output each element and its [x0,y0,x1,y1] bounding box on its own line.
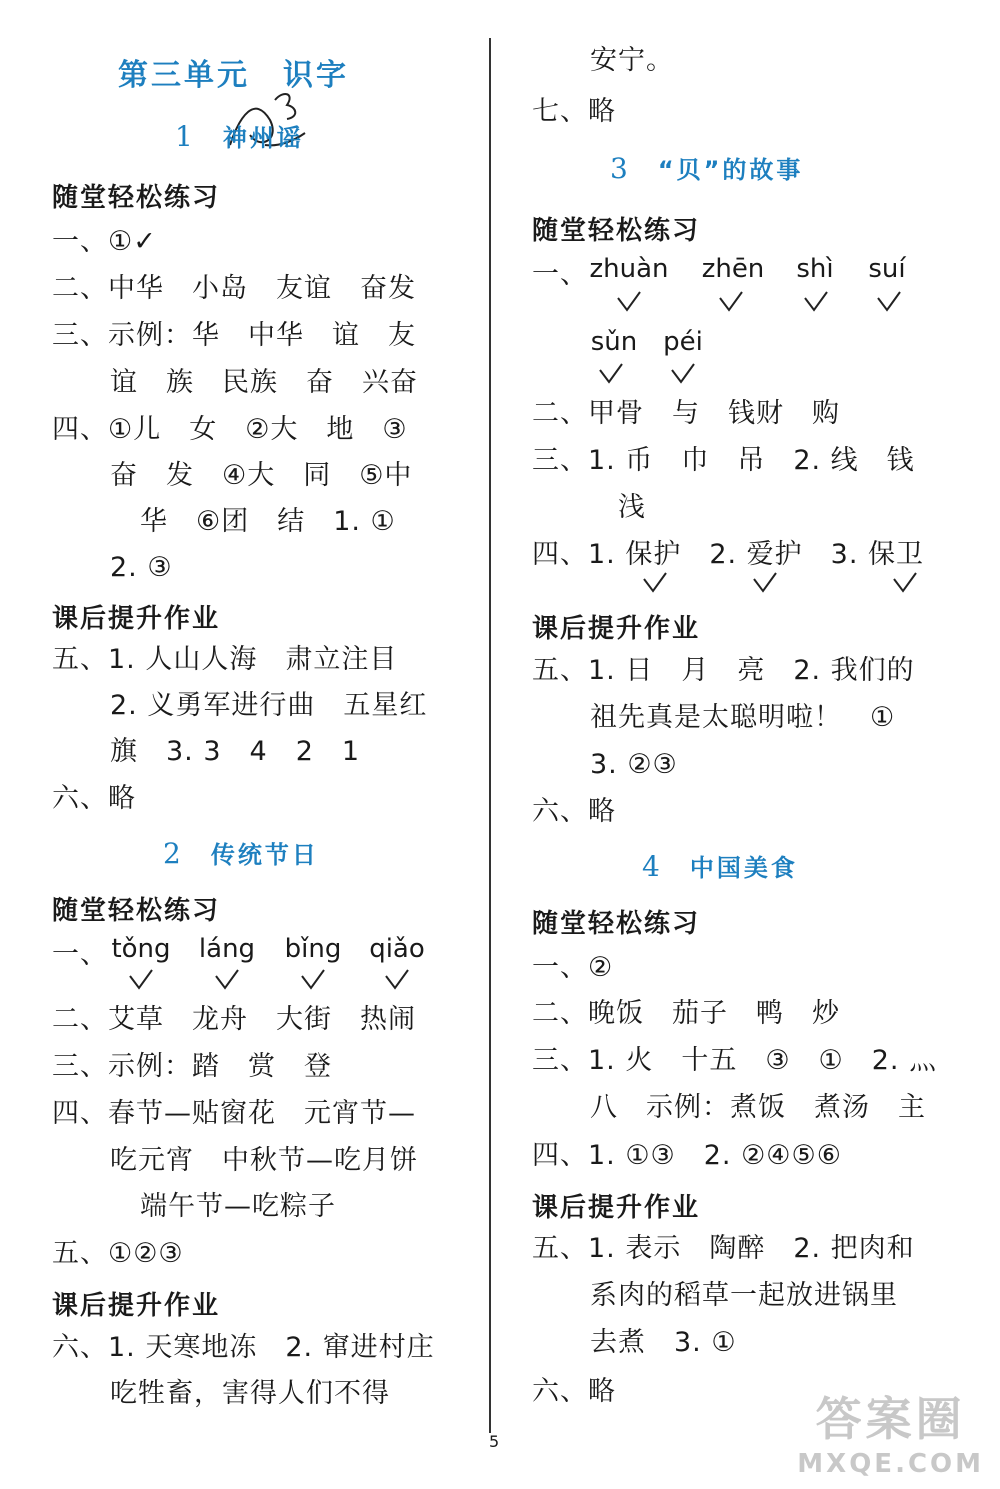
watermark-url: MXQE.COM [797,1449,984,1479]
pinyin: sǔn [590,327,638,357]
checkmark-icon [752,571,778,593]
checkmark-icon [876,290,902,312]
pinyin: bǐng [284,934,342,964]
answer-line: 端午节—吃粽子 [140,1191,336,1222]
answer-line: 六、1. 天寒地冻 2. 窜进村庄 [52,1332,435,1363]
checkmark-icon [214,968,240,990]
pinyin: qiǎo [369,934,425,964]
answer-line: 去煮 3. ① [590,1327,737,1358]
answer-line: 六、略 [532,796,616,827]
watermark-logo: 答案圈 [815,1392,966,1446]
answer-line: 系肉的稻草一起放进锅里 [590,1280,898,1311]
answer-line: 三、示例：踏 赏 登 [52,1051,332,1082]
answer-line: 一、 [52,939,108,970]
answer-line: 一、 [532,259,588,290]
lesson-3-number: 3 [610,152,628,185]
checkmark-icon [616,290,642,312]
pinyin: zhēn [701,254,765,284]
checkmark-icon [384,968,410,990]
answer-line: 二、晚饭 茄子 鸭 炒 [532,998,840,1029]
checkmark-icon [598,362,624,384]
answer-line: 谊 族 民族 奋 兴奋 [110,367,418,398]
answer-line: 六、略 [532,1376,616,1407]
page-number: 5 [489,1432,500,1451]
pinyin: zhuàn [589,254,669,284]
answer-line: 五、1. 人山人海 肃立注目 [52,644,398,675]
answer-line: 五、1. 表示 陶醉 2. 把肉和 [532,1233,915,1264]
section-homework-4: 课后提升作业 [532,1193,701,1223]
answer-line: 二、甲骨 与 钱财 购 [532,398,840,429]
section-homework-3: 课后提升作业 [532,614,701,644]
answer-line: 四、1. 保护 2. 爱护 3. 保卫 [532,539,925,570]
pinyin: shì [796,254,834,284]
answer-line: 一、② [532,952,614,983]
answer-line: 二、中华 小岛 友谊 奋发 [52,273,416,304]
lesson-3-heading [610,150,803,185]
section-practice-2: 随堂轻松练习 [52,896,221,926]
answer-line: 浅 [618,492,646,523]
answer-line: 三、1. 币 巾 吊 2. 线 钱 [532,445,915,476]
unit-title: 第三单元 识字 [118,58,349,93]
answer-line: 六、略 [52,783,136,814]
answer-line: 2. 义勇军进行曲 五星红 [110,690,428,721]
answer-line: 五、①②③ [52,1238,184,1269]
lesson-4-title: 中国美食 [689,854,798,882]
answer-line: 四、①儿 女 ②大 地 ③ [52,414,408,445]
checkmark-icon [892,571,918,593]
answer-line: 五、1. 日 月 亮 2. 我们的 [532,655,915,686]
answer-line: 奋 发 ④大 同 ⑤中 [110,460,413,491]
section-homework-1: 课后提升作业 [52,604,221,634]
lesson-1-title: 神州谣 [222,124,304,152]
checkmark-icon [803,290,829,312]
answer-line: 华 ⑥团 结 1. ① [140,506,396,537]
checkmark-icon [128,968,154,990]
column-divider [489,38,491,1433]
lesson-2-title: 传统节日 [210,841,319,869]
section-practice-4: 随堂轻松练习 [532,909,701,939]
answer-line: 八 示例：煮饭 煮汤 主 [590,1092,926,1123]
answer-line: 吃元宵 中秋节—吃月饼 [110,1145,418,1176]
pinyin: tǒng [111,934,171,964]
answer-line: 安宁。 [590,45,674,76]
lesson-2-heading [163,835,319,870]
answer-line: 三、示例：华 中华 谊 友 [52,320,416,351]
pinyin: láng [198,934,256,964]
answer-line: 旗 3. 3 4 2 1 [110,736,361,767]
lesson-3-title: “贝”的故事 [657,156,804,184]
lesson-4-number: 4 [642,850,660,883]
section-homework-2: 课后提升作业 [52,1291,221,1321]
pinyin: suí [868,254,906,284]
answer-line: 二、艾草 龙舟 大街 热闹 [52,1004,416,1035]
checkmark-icon [300,968,326,990]
answer-line: 七、略 [532,96,616,127]
answer-line: 2. ③ [110,552,173,583]
lesson-4-heading [642,848,798,883]
lesson-2-number: 2 [163,837,181,870]
lesson-1-heading [175,118,304,153]
answer-line: 一、①✓ [52,226,157,257]
checkmark-icon [718,290,744,312]
lesson-1-number: 1 [175,120,193,153]
checkmark-icon [642,571,668,593]
answer-line: 吃牲畜，害得人们不得 [110,1378,390,1409]
watermark [797,1383,984,1479]
answer-line: 四、春节—贴窗花 元宵节— [52,1098,416,1129]
section-practice-1: 随堂轻松练习 [52,183,221,213]
answer-line: 三、1. 火 十五 ③ ① 2. 灬 [532,1045,938,1076]
pinyin: péi [663,327,703,357]
answer-line: 3. ②③ [590,749,678,780]
answer-line: 祖先真是太聪明啦！ ① [590,702,896,733]
section-practice-3: 随堂轻松练习 [532,216,701,246]
checkmark-icon [670,362,696,384]
answer-line: 四、1. ①③ 2. ②④⑤⑥ [532,1140,842,1171]
